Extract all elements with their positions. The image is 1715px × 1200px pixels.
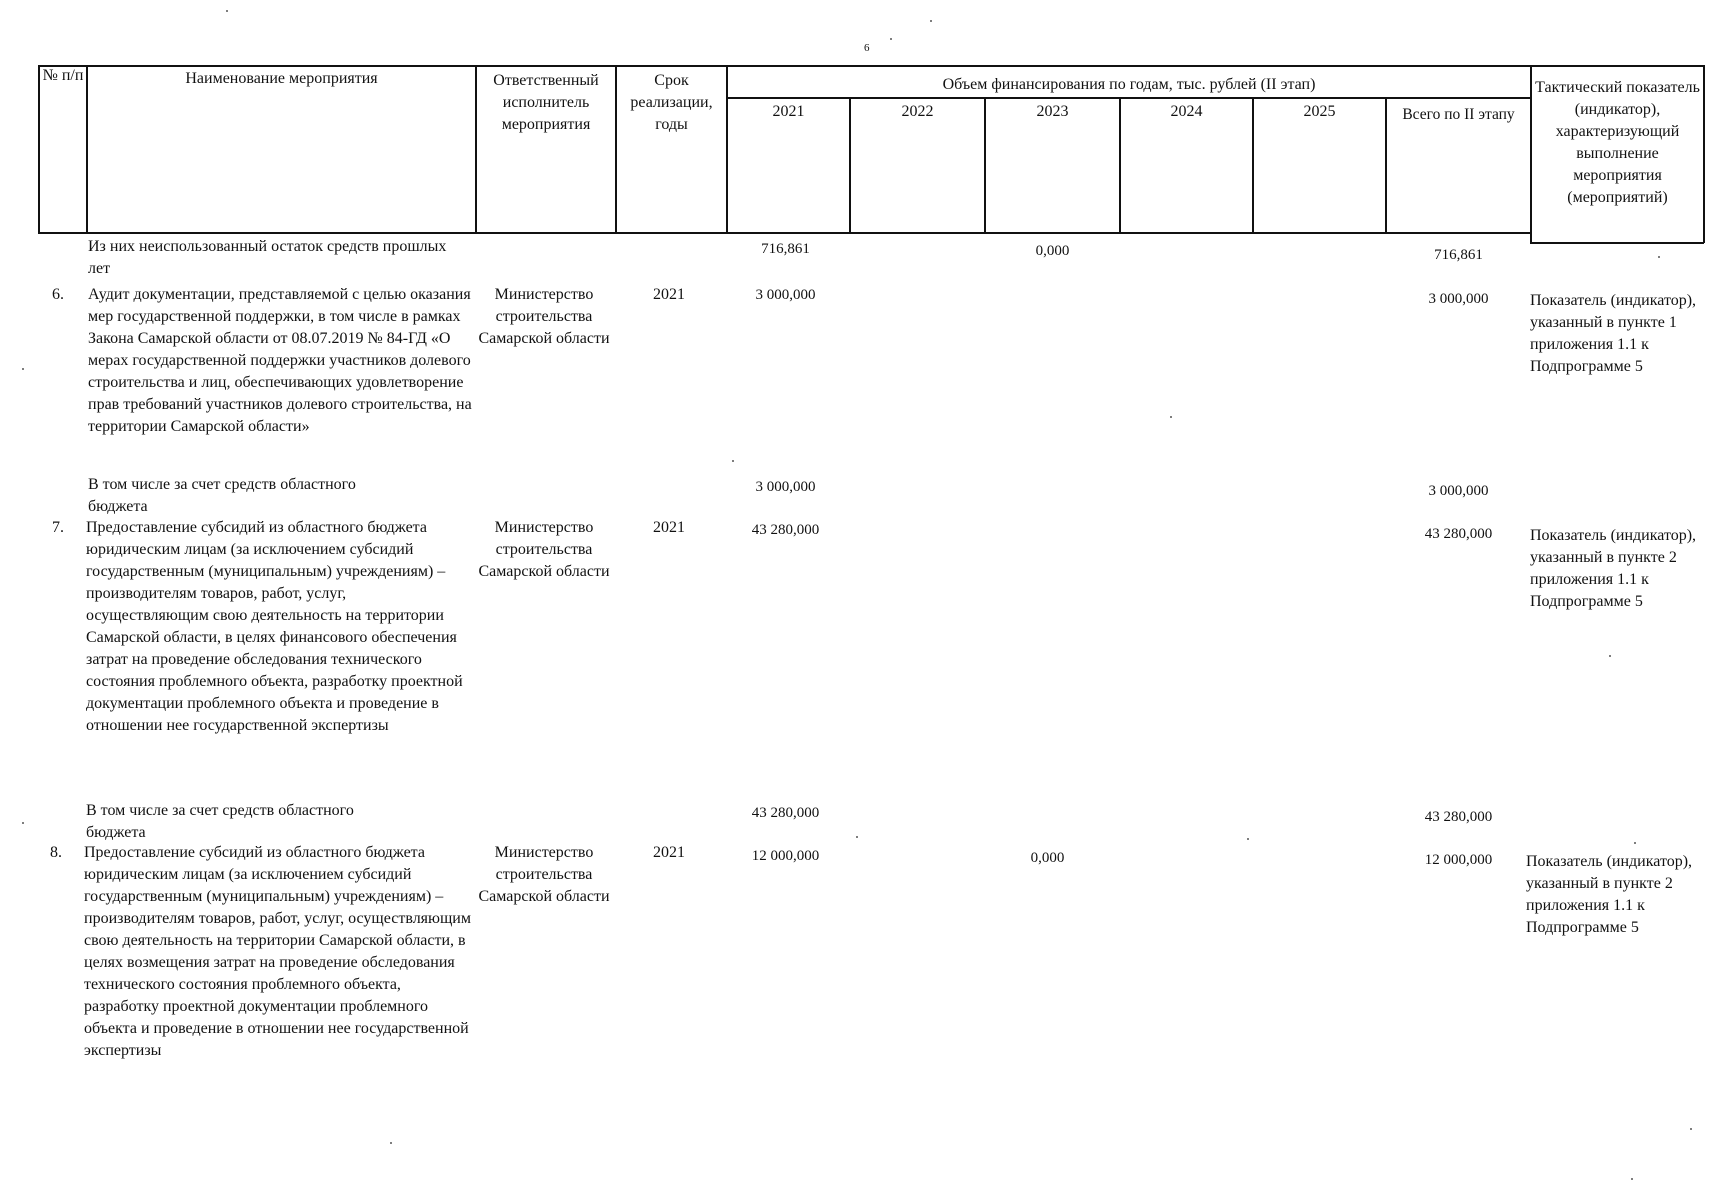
- row-value-2021: 43 280,000: [751, 522, 820, 538]
- row-name: В том числе за счет средств областного бюджета: [88, 476, 356, 515]
- row-value-2021: 716,861: [761, 241, 810, 257]
- header-total: Всего по II этапу: [1402, 106, 1515, 123]
- header-year-2021: 2021: [772, 103, 805, 120]
- row-number: 8.: [50, 844, 62, 861]
- scan-speck: [226, 10, 228, 12]
- row-value-2023: 0,000: [1030, 850, 1065, 866]
- scan-speck: [390, 1142, 392, 1144]
- row-name: В том числе за счет средств областного бюджета: [86, 802, 354, 841]
- row-number: 6.: [52, 286, 64, 303]
- header-no: № п/п: [42, 67, 84, 84]
- scan-speck: [732, 460, 734, 462]
- header-responsible: Ответственный исполнитель мероприятия: [493, 72, 599, 133]
- row-value-total: 12 000,000: [1424, 852, 1493, 868]
- row-name: Предоставление субсидий из областного бюджета юридическим лицам (за исключением субсидий государственным (муниципальным) учреждениям) – производителям товаров, работ, услуг, осуществляющим свою деятельность на территории Самарской области, в целях финансового обеспечения затрат на проведение обследования технического состояния проблемного объекта, разработку проектной документации проблемного объекта и проведение в отношении нее государственной экспертизы: [86, 519, 463, 734]
- row-value-total: 43 280,000: [1424, 526, 1493, 542]
- row-indicator: Показатель (индикатор), указанный в пункте 2 приложения 1.1 к Подпрограмме 5: [1530, 527, 1697, 610]
- scan-speck: [1658, 256, 1660, 258]
- row-value-total: 43 280,000: [1424, 809, 1493, 825]
- scan-speck: [1634, 842, 1636, 844]
- scan-speck: [1247, 838, 1249, 840]
- header-indicator: Тактический показатель (индикатор), характеризующий выполнение мероприятия (мероприятий): [1535, 79, 1700, 206]
- scan-speck: [1170, 416, 1172, 418]
- row-responsible: Министерство строительства Самарской области: [478, 286, 610, 347]
- row-responsible: Министерство строительства Самарской области: [478, 519, 610, 580]
- header-funding: Объем финансирования по годам, тыс. рублей (II этап): [942, 76, 1316, 93]
- row-value-2021: 3 000,000: [755, 287, 816, 303]
- scan-speck: [930, 20, 932, 22]
- scan-speck: [1631, 1178, 1633, 1180]
- row-value-2023: 0,000: [1035, 243, 1070, 259]
- row-number: 7.: [52, 519, 64, 536]
- row-value-2021: 12 000,000: [751, 848, 820, 864]
- page-number: 6: [864, 42, 870, 54]
- header-term: Срок реализации, годы: [630, 72, 713, 133]
- header-year-2025: 2025: [1303, 103, 1336, 120]
- row-term: 2021: [653, 286, 685, 303]
- row-indicator: Показатель (индикатор), указанный в пункте 1 приложения 1.1 к Подпрограмме 5: [1530, 292, 1697, 375]
- row-value-2021: 43 280,000: [751, 805, 820, 821]
- row-responsible: Министерство строительства Самарской области: [478, 844, 610, 905]
- header-year-2024: 2024: [1170, 103, 1203, 120]
- row-name: Из них неиспользованный остаток средств прошлых лет: [88, 238, 447, 277]
- row-value-total: 716,861: [1434, 247, 1483, 263]
- row-term: 2021: [653, 519, 685, 536]
- row-name: Аудит документации, представляемой с целью оказания мер государственной поддержки, в том числе в рамках Закона Самарской области от 08.07.2019 № 84-ГД «О мерах государственной поддержки участников долевого строительства и лиц, обеспечивающих удовлетворение прав требований участников долевого строительства, на территории Самарской области»: [88, 286, 472, 435]
- row-value-total: 3 000,000: [1428, 291, 1489, 307]
- header-name: Наименование мероприятия: [185, 70, 378, 87]
- row-value-2021: 3 000,000: [755, 479, 816, 495]
- row-name: Предоставление субсидий из областного бюджета юридическим лицам (за исключением субсидий государственным (муниципальным) учреждениям) – производителям товаров, работ, услуг, осуществляющим свою деятельность на территории Самарской области, в целях возмещения затрат на проведение обследования технического состояния проблемного объекта, разработку проектной документации проблемного объекта и проведение в отношении нее государственной экспертизы: [84, 844, 471, 1059]
- row-value-total: 3 000,000: [1428, 483, 1489, 499]
- header-year-2023: 2023: [1036, 103, 1069, 120]
- row-indicator: Показатель (индикатор), указанный в пункте 2 приложения 1.1 к Подпрограмме 5: [1526, 853, 1693, 936]
- row-term: 2021: [653, 844, 685, 861]
- scan-speck: [1609, 655, 1611, 657]
- scan-speck: [22, 368, 24, 370]
- scan-speck: [1690, 1128, 1692, 1130]
- scan-speck: [890, 38, 892, 40]
- scan-speck: [856, 836, 858, 838]
- header-year-2022: 2022: [901, 103, 934, 120]
- scan-speck: [22, 822, 24, 824]
